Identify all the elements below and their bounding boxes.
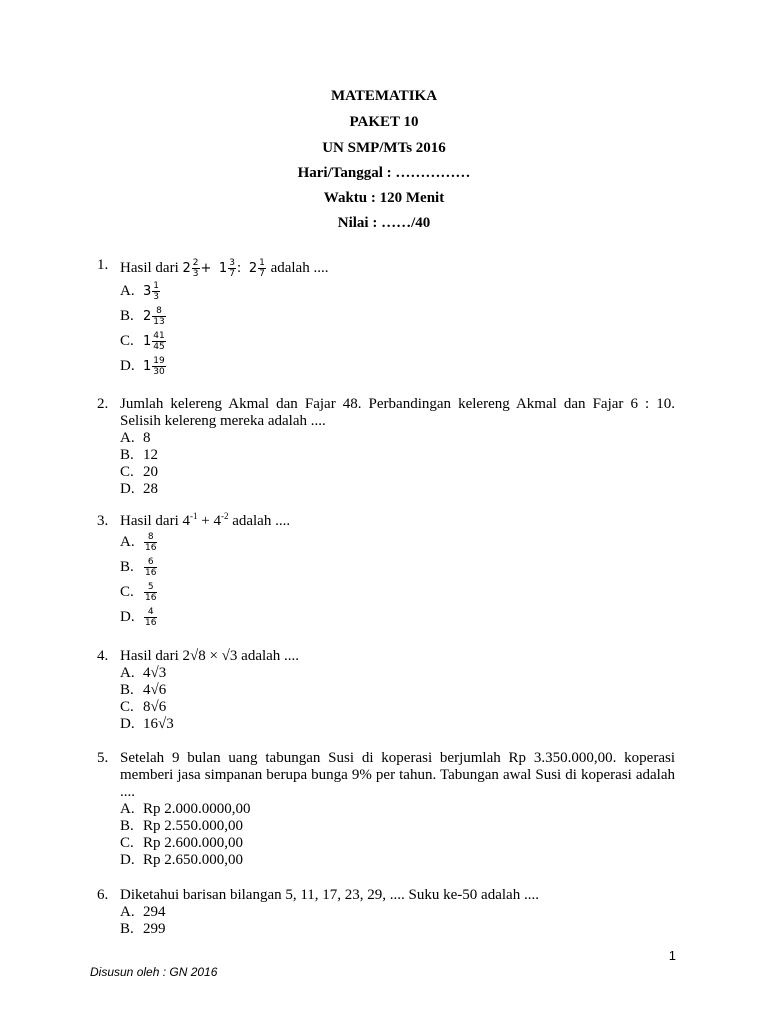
options-list	[120, 279, 675, 379]
exponent: -2	[220, 511, 229, 521]
option-b[interactable]: B. 4√6	[120, 682, 167, 698]
option-c[interactable]: C. Rp 2.600.000,00	[120, 835, 244, 851]
question-number: 4.	[97, 648, 109, 664]
page-number: 1	[668, 948, 676, 963]
question-1	[97, 257, 675, 379]
option-a[interactable]: A. 8	[120, 430, 151, 446]
options-list	[120, 904, 675, 938]
question-number: 1.	[97, 257, 109, 273]
score-line: Nilai : ……/40	[337, 215, 431, 231]
question-text: Hasil dari 2√8 × √3 adalah ....	[120, 648, 300, 664]
question-prefix: Hasil dari	[120, 259, 179, 276]
option-d[interactable]: D. Rp 2.650.000,00	[120, 852, 244, 868]
option-b[interactable]: B. 2 $\frac{8}{13}$	[120, 306, 165, 327]
options-list	[120, 430, 675, 498]
operator: :	[236, 260, 242, 276]
option-c[interactable]: C. 8√6	[120, 699, 167, 715]
question-suffix: adalah ....	[270, 259, 329, 276]
question-2	[97, 396, 675, 498]
option-b[interactable]: B. 12	[120, 447, 158, 463]
exponent: -1	[189, 511, 198, 521]
footer-author: Disusun oleh : GN 2016	[90, 965, 218, 979]
question-3	[97, 513, 675, 630]
option-d[interactable]: D. $\frac{4}{16}$	[120, 607, 157, 628]
question-text	[120, 257, 675, 279]
option-c[interactable]: C. 1 $\frac{41}{45}$	[120, 331, 165, 352]
option-a[interactable]: A. Rp 2.000.0000,00	[120, 801, 251, 817]
date-line: Hari/Tanggal : ……………	[297, 165, 471, 181]
options-list	[120, 665, 675, 733]
question-6	[97, 887, 675, 938]
option-d[interactable]: D. 28	[120, 481, 158, 497]
option-d[interactable]: D. 1 $\frac{19}{30}$	[120, 356, 165, 377]
option-a[interactable]: A. 4√3	[120, 665, 167, 681]
options-list	[120, 530, 675, 630]
option-c[interactable]: C. $\frac{5}{16}$	[120, 582, 157, 603]
operator: +	[200, 260, 212, 276]
question-text: Hasil dari $4^{-1} + 4^{-2}$ adalah ....	[120, 511, 291, 529]
question-5	[97, 750, 675, 869]
option-c[interactable]: C. 20	[120, 464, 158, 480]
title-exam: UN SMP/MTs 2016	[322, 140, 446, 156]
title-package: PAKET 10	[349, 114, 419, 130]
option-b[interactable]: B. 299	[120, 921, 166, 937]
option-d[interactable]: D. 16√3	[120, 716, 174, 732]
question-number: 5.	[97, 750, 109, 766]
question-text: Diketahui barisan bilangan 5, 11, 17, 23, 29, .... Suku ke-50 adalah ....	[120, 887, 539, 903]
question-text: Jumlah kelereng Akmal dan Fajar 48. Perbandingan kelereng Akmal dan Fajar 6 : 10. Selisih kelereng mereka adalah ....	[120, 396, 675, 429]
question-number: 6.	[97, 887, 109, 903]
title-subject: MATEMATIKA	[330, 88, 438, 104]
question-number: 3.	[97, 513, 109, 529]
option-b[interactable]: B. Rp 2.550.000,00	[120, 818, 244, 834]
options-list	[120, 801, 675, 869]
question-text: Setelah 9 bulan uang tabungan Susi di koperasi berjumlah Rp 3.350.000,00. koperasi memberi jasa simpanan berupa bunga 9% per tahun. Tabungan awal Susi di koperasi adalah ....	[120, 750, 675, 800]
option-a[interactable]: A. 294	[120, 904, 166, 920]
mixed-fraction: 2 $\frac{2}{3}$	[182, 257, 199, 279]
mixed-fraction: 2 $\frac{1}{7}$	[248, 257, 265, 279]
mixed-fraction: 1 $\frac{3}{7}$	[218, 257, 235, 279]
option-b[interactable]: B. $\frac{6}{16}$	[120, 557, 157, 578]
option-a[interactable]: A. $\frac{8}{16}$	[120, 532, 157, 553]
question-number: 2.	[97, 396, 109, 412]
time-line: Waktu : 120 Menit	[323, 190, 445, 206]
option-a[interactable]: A. 3 $\frac{1}{3}$	[120, 281, 160, 302]
question-4	[97, 648, 675, 733]
